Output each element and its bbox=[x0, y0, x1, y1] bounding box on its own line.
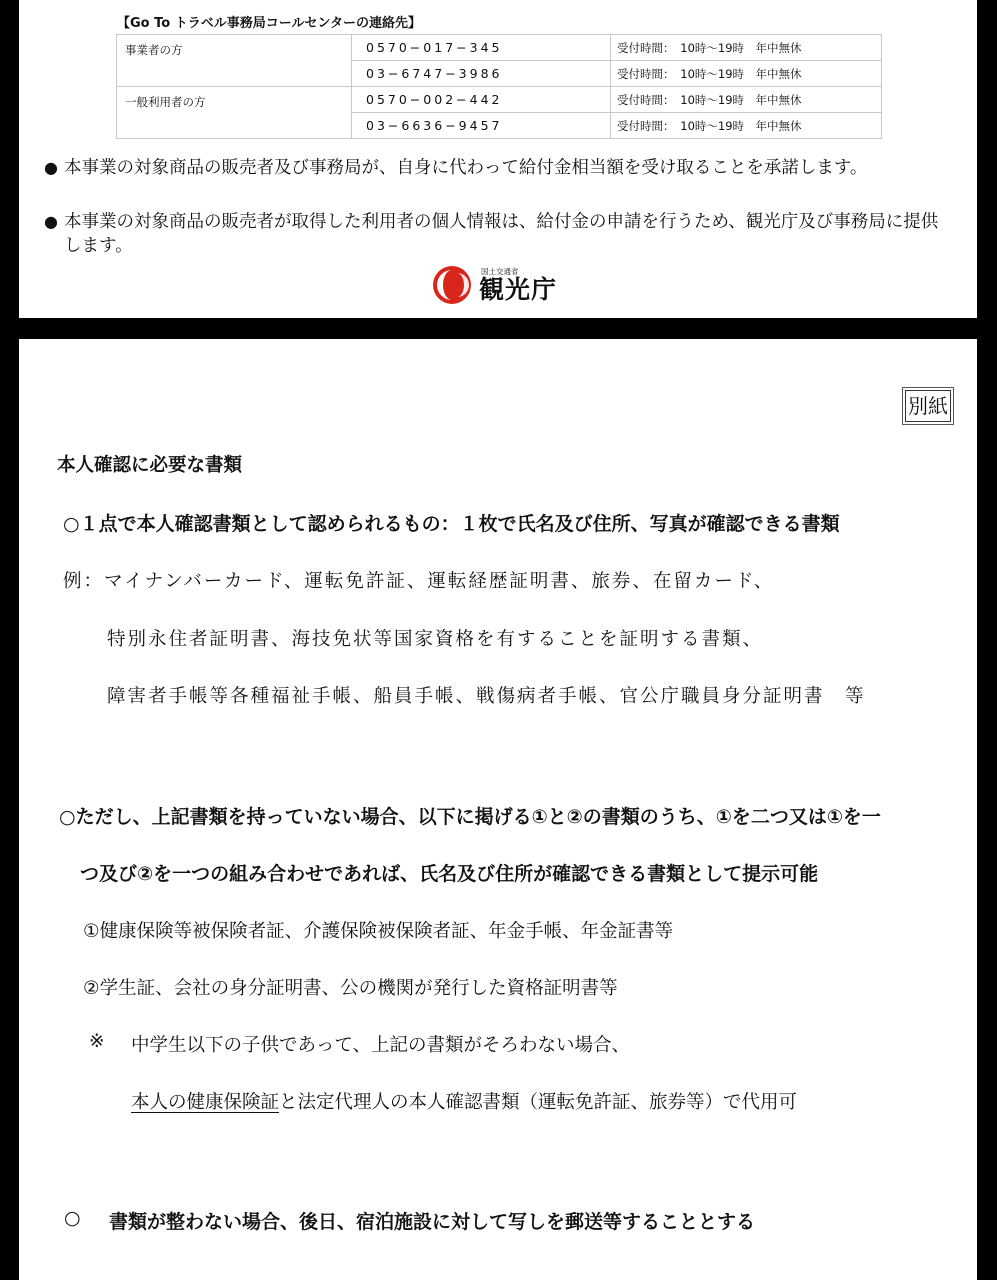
section-incomplete-documents: 書類が整わない場合、後日、宿泊施設に対して写しを郵送等することとする bbox=[109, 1211, 756, 1233]
reception-hours: 受付時間： 10時〜19時 年中無休 bbox=[611, 35, 882, 61]
phone-number: 0570−017−345 bbox=[352, 35, 611, 61]
phone-number: 03−6747−3986 bbox=[352, 61, 611, 87]
note-line bbox=[131, 1088, 797, 1114]
section-mark: ○ bbox=[64, 1207, 81, 1229]
contact-table bbox=[116, 34, 882, 139]
bullet-text: 本事業の対象商品の販売者及び事務局が、自身に代わって給付金相当額を受け取ることを承諾します。 bbox=[64, 158, 868, 178]
underlined-text: 本人の健康保険証 bbox=[131, 1092, 280, 1113]
reception-hours: 受付時間： 10時〜19時 年中無休 bbox=[611, 87, 882, 113]
note-mark: ※ bbox=[89, 1031, 105, 1052]
phone-number: 03−6636−9457 bbox=[352, 113, 611, 139]
table-row bbox=[117, 87, 882, 113]
section-combination-line: つ及び②を一つの組み合わせであれば、氏名及び住所が確認できる書類として提示可能 bbox=[80, 863, 819, 885]
note-rest: と法定代理人の本人確認書類（運転免許証、旅券等）で代用可 bbox=[279, 1092, 798, 1113]
consent-bullet bbox=[44, 156, 949, 180]
section-single-document: ○１点で本人確認書類として認められるもの：１枚で氏名及び住所、写真が確認できる書類 bbox=[63, 513, 840, 535]
bullet-text: 本事業の対象商品の販売者が取得した利用者の個人情報は、給付金の申請を行うため、観光庁及び事務局に提供します。 bbox=[64, 212, 939, 256]
page-appendix bbox=[19, 339, 977, 1280]
page-top bbox=[19, 0, 977, 318]
table-row bbox=[117, 35, 882, 61]
japan-tourism-agency-logo bbox=[431, 264, 557, 306]
bullet-dot: ● bbox=[44, 212, 58, 231]
document-group-2: ②学生証、会社の身分証明書、公の機関が発行した資格証明書等 bbox=[83, 978, 618, 999]
agency-name: 観光庁 bbox=[479, 274, 558, 304]
ministry-name: 国土交通省 bbox=[481, 266, 519, 276]
note-line: 中学生以下の子供であって、上記の書類がそろわない場合、 bbox=[131, 1035, 630, 1056]
bullet-dot: ● bbox=[44, 158, 58, 177]
appendix-label: 別紙 bbox=[905, 390, 951, 422]
contact-category: 事業者の方 bbox=[117, 35, 352, 87]
document-group-1: ①健康保険等被保険者証、介護保険被保険者証、年金手帳、年金証書等 bbox=[83, 921, 674, 942]
reception-hours: 受付時間： 10時〜19時 年中無休 bbox=[611, 61, 882, 87]
tourism-agency-mark-icon bbox=[431, 264, 473, 306]
section-combination-line: ○ただし、上記書類を持っていない場合、以下に掲げる①と②の書類のうち、①を二つ又は①を一 bbox=[59, 806, 881, 828]
contact-table-caption: 【Go To トラベル事務局コールセンターの連絡先】 bbox=[117, 16, 421, 31]
example-line: 例：マイナンバーカード、運転免許証、運転経歴証明書、旅券、在留カード、 bbox=[63, 571, 775, 592]
contact-category: 一般利用者の方 bbox=[117, 87, 352, 139]
example-line: 障害者手帳等各種福祉手帳、船員手帳、戦傷病者手帳、官公庁職員身分証明書 等 bbox=[107, 686, 866, 707]
example-line: 特別永住者証明書、海技免状等国家資格を有することを証明する書類、 bbox=[107, 629, 764, 650]
reception-hours: 受付時間： 10時〜19時 年中無休 bbox=[611, 113, 882, 139]
privacy-bullet bbox=[44, 210, 949, 258]
page-title: 本人確認に必要な書類 bbox=[57, 455, 243, 476]
phone-number: 0570−002−442 bbox=[352, 87, 611, 113]
